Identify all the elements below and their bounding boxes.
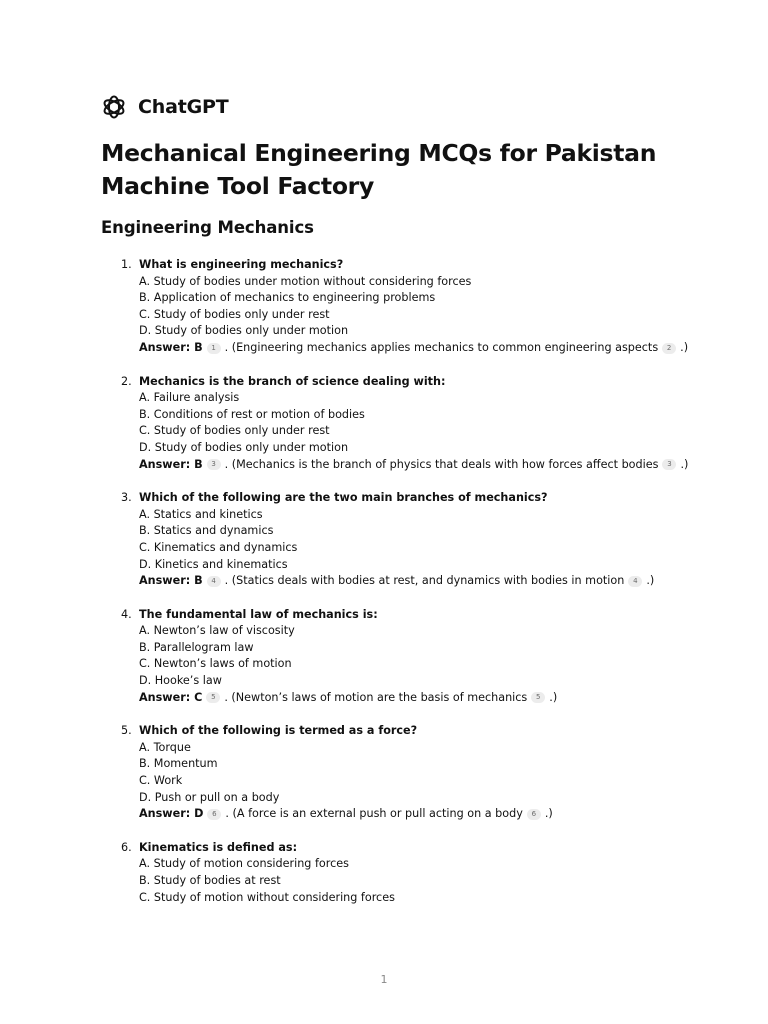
question-text: Mechanics is the branch of science dealing with: [139, 374, 446, 388]
question-item [121, 840, 741, 906]
answer-option: B. Conditions of rest or motion of bodies [139, 407, 365, 421]
answer-option: A. Study of motion considering forces [139, 857, 349, 871]
citation-badge[interactable]: 3 [207, 459, 221, 470]
answer-option: A. Study of bodies under motion without considering forces [139, 274, 472, 288]
question-number: 1. [121, 258, 132, 271]
question-row [121, 723, 741, 740]
openai-logo-icon [101, 94, 127, 120]
question-row [121, 374, 741, 391]
answer-line [121, 806, 741, 823]
brand-header [101, 94, 228, 120]
answer-option: A. Newton’s law of viscosity [139, 624, 295, 638]
answer-option: C. Newton’s laws of motion [139, 657, 292, 671]
answer-label: Answer: B [139, 340, 203, 354]
answer-option: D. Study of bodies only under motion [139, 440, 349, 454]
question-item [121, 374, 741, 474]
answer-line [121, 573, 741, 590]
answer-option: C. Study of bodies only under rest [139, 424, 330, 438]
question-number: 5. [121, 724, 132, 738]
question-number: 4. [121, 607, 132, 621]
question-item [121, 607, 741, 707]
question-text: The fundamental law of mechanics is: [139, 607, 378, 621]
answer-explanation: . (A force is an external push or pull acting on a body [225, 807, 523, 821]
answer-label: Answer: D [139, 807, 204, 821]
citation-badge[interactable]: 6 [527, 809, 541, 820]
answer-end: .) [680, 457, 689, 471]
citation-badge[interactable]: 1 [207, 343, 221, 354]
question-row [121, 490, 741, 507]
question-row [121, 257, 741, 274]
question-item [121, 257, 741, 357]
citation-badge[interactable]: 5 [206, 692, 220, 703]
answer-option: B. Study of bodies at rest [139, 874, 281, 887]
question-text: Which of the following is termed as a force? [139, 724, 418, 738]
answer-option: B. Statics and dynamics [139, 524, 274, 538]
question-text: Kinematics is defined as: [139, 840, 298, 854]
question-item [121, 490, 741, 590]
question-item [121, 723, 741, 823]
answer-option: D. Kinetics and kinematics [139, 557, 288, 571]
answer-line [121, 340, 741, 357]
page-number: 1 [380, 973, 388, 986]
question-text: Which of the following are the two main branches of mechanics? [139, 491, 548, 505]
answer-option: C. Study of bodies only under rest [139, 307, 330, 321]
answer-option: B. Parallelogram law [139, 640, 254, 654]
answer-explanation: . (Statics deals with bodies at rest, and dynamics with bodies in motion [224, 574, 625, 588]
citation-badge[interactable]: 5 [531, 692, 545, 703]
answer-option: A. Statics and kinetics [139, 507, 263, 521]
citation-badge[interactable]: 4 [207, 576, 221, 587]
question-text: What is engineering mechanics? [139, 258, 344, 271]
question-list [121, 257, 741, 923]
answer-option: D. Push or pull on a body [139, 790, 280, 804]
citation-badge[interactable]: 4 [628, 576, 642, 587]
answer-explanation: . (Engineering mechanics applies mechanics to common engineering aspects [224, 340, 659, 354]
answer-line [121, 690, 741, 707]
question-row [121, 840, 741, 857]
answer-option: B. Application of mechanics to engineering problems [139, 291, 436, 305]
answer-option: C. Work [139, 774, 183, 788]
answer-option: D. Study of bodies only under motion [139, 324, 349, 338]
question-number: 2. [121, 374, 132, 388]
answer-explanation: . (Newton’s laws of motion are the basis of mechanics [224, 690, 528, 704]
answer-option: B. Momentum [139, 757, 218, 771]
section-heading: Engineering Mechanics [101, 218, 314, 237]
citation-badge[interactable]: 6 [207, 809, 221, 820]
answer-option: D. Hooke’s law [139, 674, 222, 688]
answer-label: Answer: C [139, 690, 203, 704]
answer-end: .) [646, 574, 655, 588]
answer-option: A. Torque [139, 740, 191, 754]
question-row [121, 607, 741, 624]
question-number: 3. [121, 491, 132, 505]
question-number: 6. [121, 840, 132, 854]
answer-end: .) [549, 690, 558, 704]
citation-badge[interactable]: 3 [662, 459, 676, 470]
answer-label: Answer: B [139, 574, 203, 588]
answer-label: Answer: B [139, 457, 203, 471]
answer-explanation: . (Mechanics is the branch of physics that deals with how forces affect bodies [224, 457, 659, 471]
answer-option: C. Study of motion without considering forces [139, 890, 395, 904]
citation-badge[interactable]: 2 [662, 343, 676, 354]
answer-option: C. Kinematics and dynamics [139, 540, 298, 554]
brand-name: ChatGPT [138, 96, 229, 118]
answer-end: .) [680, 340, 689, 354]
answer-end: .) [544, 807, 553, 821]
document-title: Mechanical Engineering MCQs for Pakistan Machine Tool Factory [101, 139, 657, 200]
answer-option: A. Failure analysis [139, 391, 240, 405]
answer-line [121, 457, 741, 474]
